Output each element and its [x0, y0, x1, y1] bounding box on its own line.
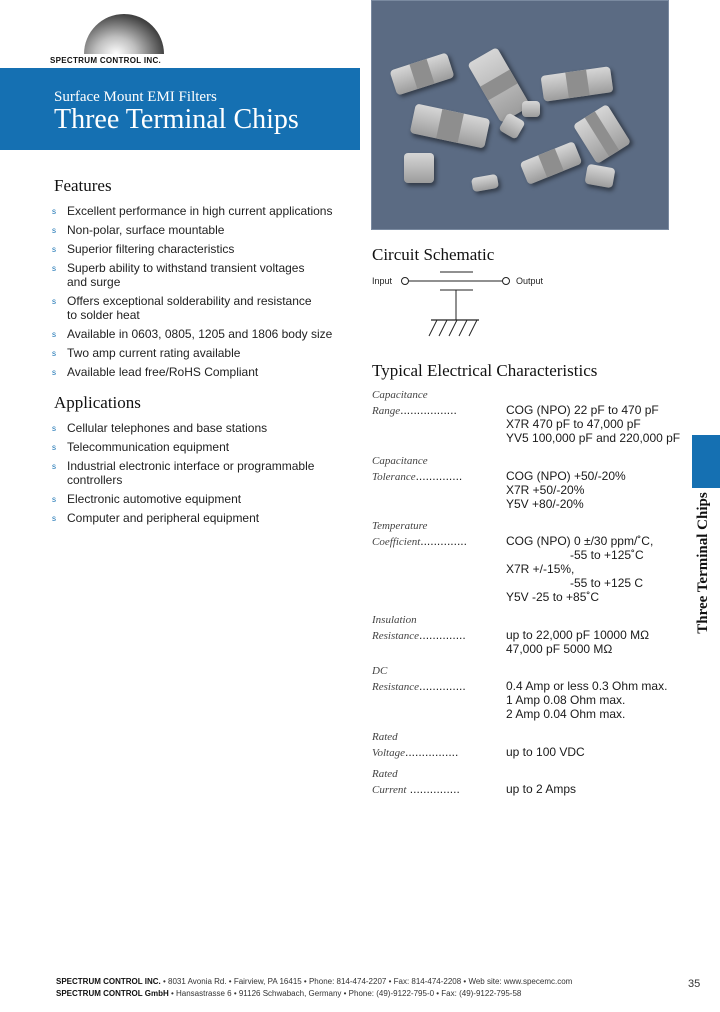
temp-row: Coefficient..............	[372, 534, 467, 548]
temp-category: Temperature	[372, 520, 428, 532]
page-number: 35	[688, 978, 701, 990]
list-item: s Offers exceptional solderability and resistance to solder heat	[52, 294, 312, 322]
footer-line-2: SPECTRUM CONTROL GmbH • Hansastrasse 6 • 91126 Schwabach, Germany • Phone: (49)-9122-795-0 • Fax: (49)-9122-795-58	[56, 989, 522, 998]
cap-tol-row: Tolerance..............	[372, 469, 463, 483]
circuit-schematic-diagram	[395, 268, 520, 340]
page-title: Three Terminal Chips	[54, 104, 299, 135]
electrical-heading: Typical Electrical Characteristics	[372, 361, 598, 380]
side-tab	[692, 435, 720, 488]
list-item: s Available in 0603, 0805, 1205 and 1806 body size	[52, 327, 333, 341]
current-category: Rated	[372, 768, 398, 780]
dc-category: DC	[372, 665, 388, 677]
cap-tol-values: COG (NPO) +50/-20% X7R +50/-20% Y5V +80/-20%	[506, 469, 626, 511]
voltage-value: up to 100 VDC	[506, 745, 585, 759]
list-item: s Superb ability to withstand transient voltages and surge	[52, 261, 305, 289]
applications-heading: Applications	[54, 393, 141, 412]
dc-row: Resistance..............	[372, 679, 466, 693]
list-item: s Superior filtering characteristics	[52, 242, 235, 256]
insulation-values: up to 22,000 pF 10000 MΩ 47,000 pF 5000 MΩ	[506, 628, 650, 656]
list-item: s Electronic automotive equipment	[52, 492, 242, 506]
list-item: s Available lead free/RoHS Compliant	[52, 365, 259, 379]
dc-values: 0.4 Amp or less 0.3 Ohm max. 1 Amp 0.08 Ohm max. 2 Amp 0.04 Ohm max.	[506, 679, 668, 721]
company-logo	[50, 14, 160, 66]
cap-tol-category: Capacitance	[372, 455, 428, 467]
list-item: s Two amp current rating available	[52, 346, 241, 360]
side-label: Three Terminal Chips	[695, 492, 711, 634]
voltage-category: Rated	[372, 731, 398, 743]
logo-mark	[84, 14, 164, 54]
schematic-input-label: Input	[372, 276, 393, 286]
insulation-category: Insulation	[372, 614, 417, 626]
cap-range-row: Range.................	[372, 403, 457, 417]
schematic-output-label: Output	[516, 276, 544, 286]
list-item: s Non-polar, surface mountable	[52, 223, 225, 237]
voltage-row: Voltage................	[372, 745, 459, 759]
logo-text: SPECTRUM CONTROL INC.	[50, 56, 162, 65]
list-item: s Industrial electronic interface or programmable controllers	[52, 459, 315, 487]
product-photo	[371, 0, 669, 230]
list-item: s Cellular telephones and base stations	[52, 421, 268, 435]
current-value: up to 2 Amps	[506, 782, 577, 796]
temp-values: COG (NPO) 0 ±/30 ppm/˚C, -55 to +125˚C X7R +/-15%, -55 to +125 C Y5V -25 to +85˚C	[506, 534, 654, 604]
current-row: Current ...............	[372, 782, 460, 796]
applications-list	[52, 421, 342, 530]
features-list	[52, 204, 342, 384]
footer-line-1: SPECTRUM CONTROL INC. • 8031 Avonia Rd. • Fairview, PA 16415 • Phone: 814-474-2207 • Fax: 814-474-2208 • Web site: www.specemc.com	[56, 977, 573, 986]
schematic-heading: Circuit Schematic	[372, 245, 495, 264]
list-item: s Excellent performance in high current applications	[52, 204, 333, 218]
cap-range-category: Capacitance	[372, 389, 428, 401]
cap-range-values: COG (NPO) 22 pF to 470 pF X7R 470 pF to 47,000 pF YV5 100,000 pF and 220,000 pF	[506, 403, 681, 445]
list-item: s Telecommunication equipment	[52, 440, 230, 454]
list-item: s Computer and peripheral equipment	[52, 511, 260, 525]
insulation-row: Resistance..............	[372, 628, 466, 642]
banner-subtitle: Surface Mount EMI Filters	[54, 89, 217, 105]
features-heading: Features	[54, 176, 112, 195]
